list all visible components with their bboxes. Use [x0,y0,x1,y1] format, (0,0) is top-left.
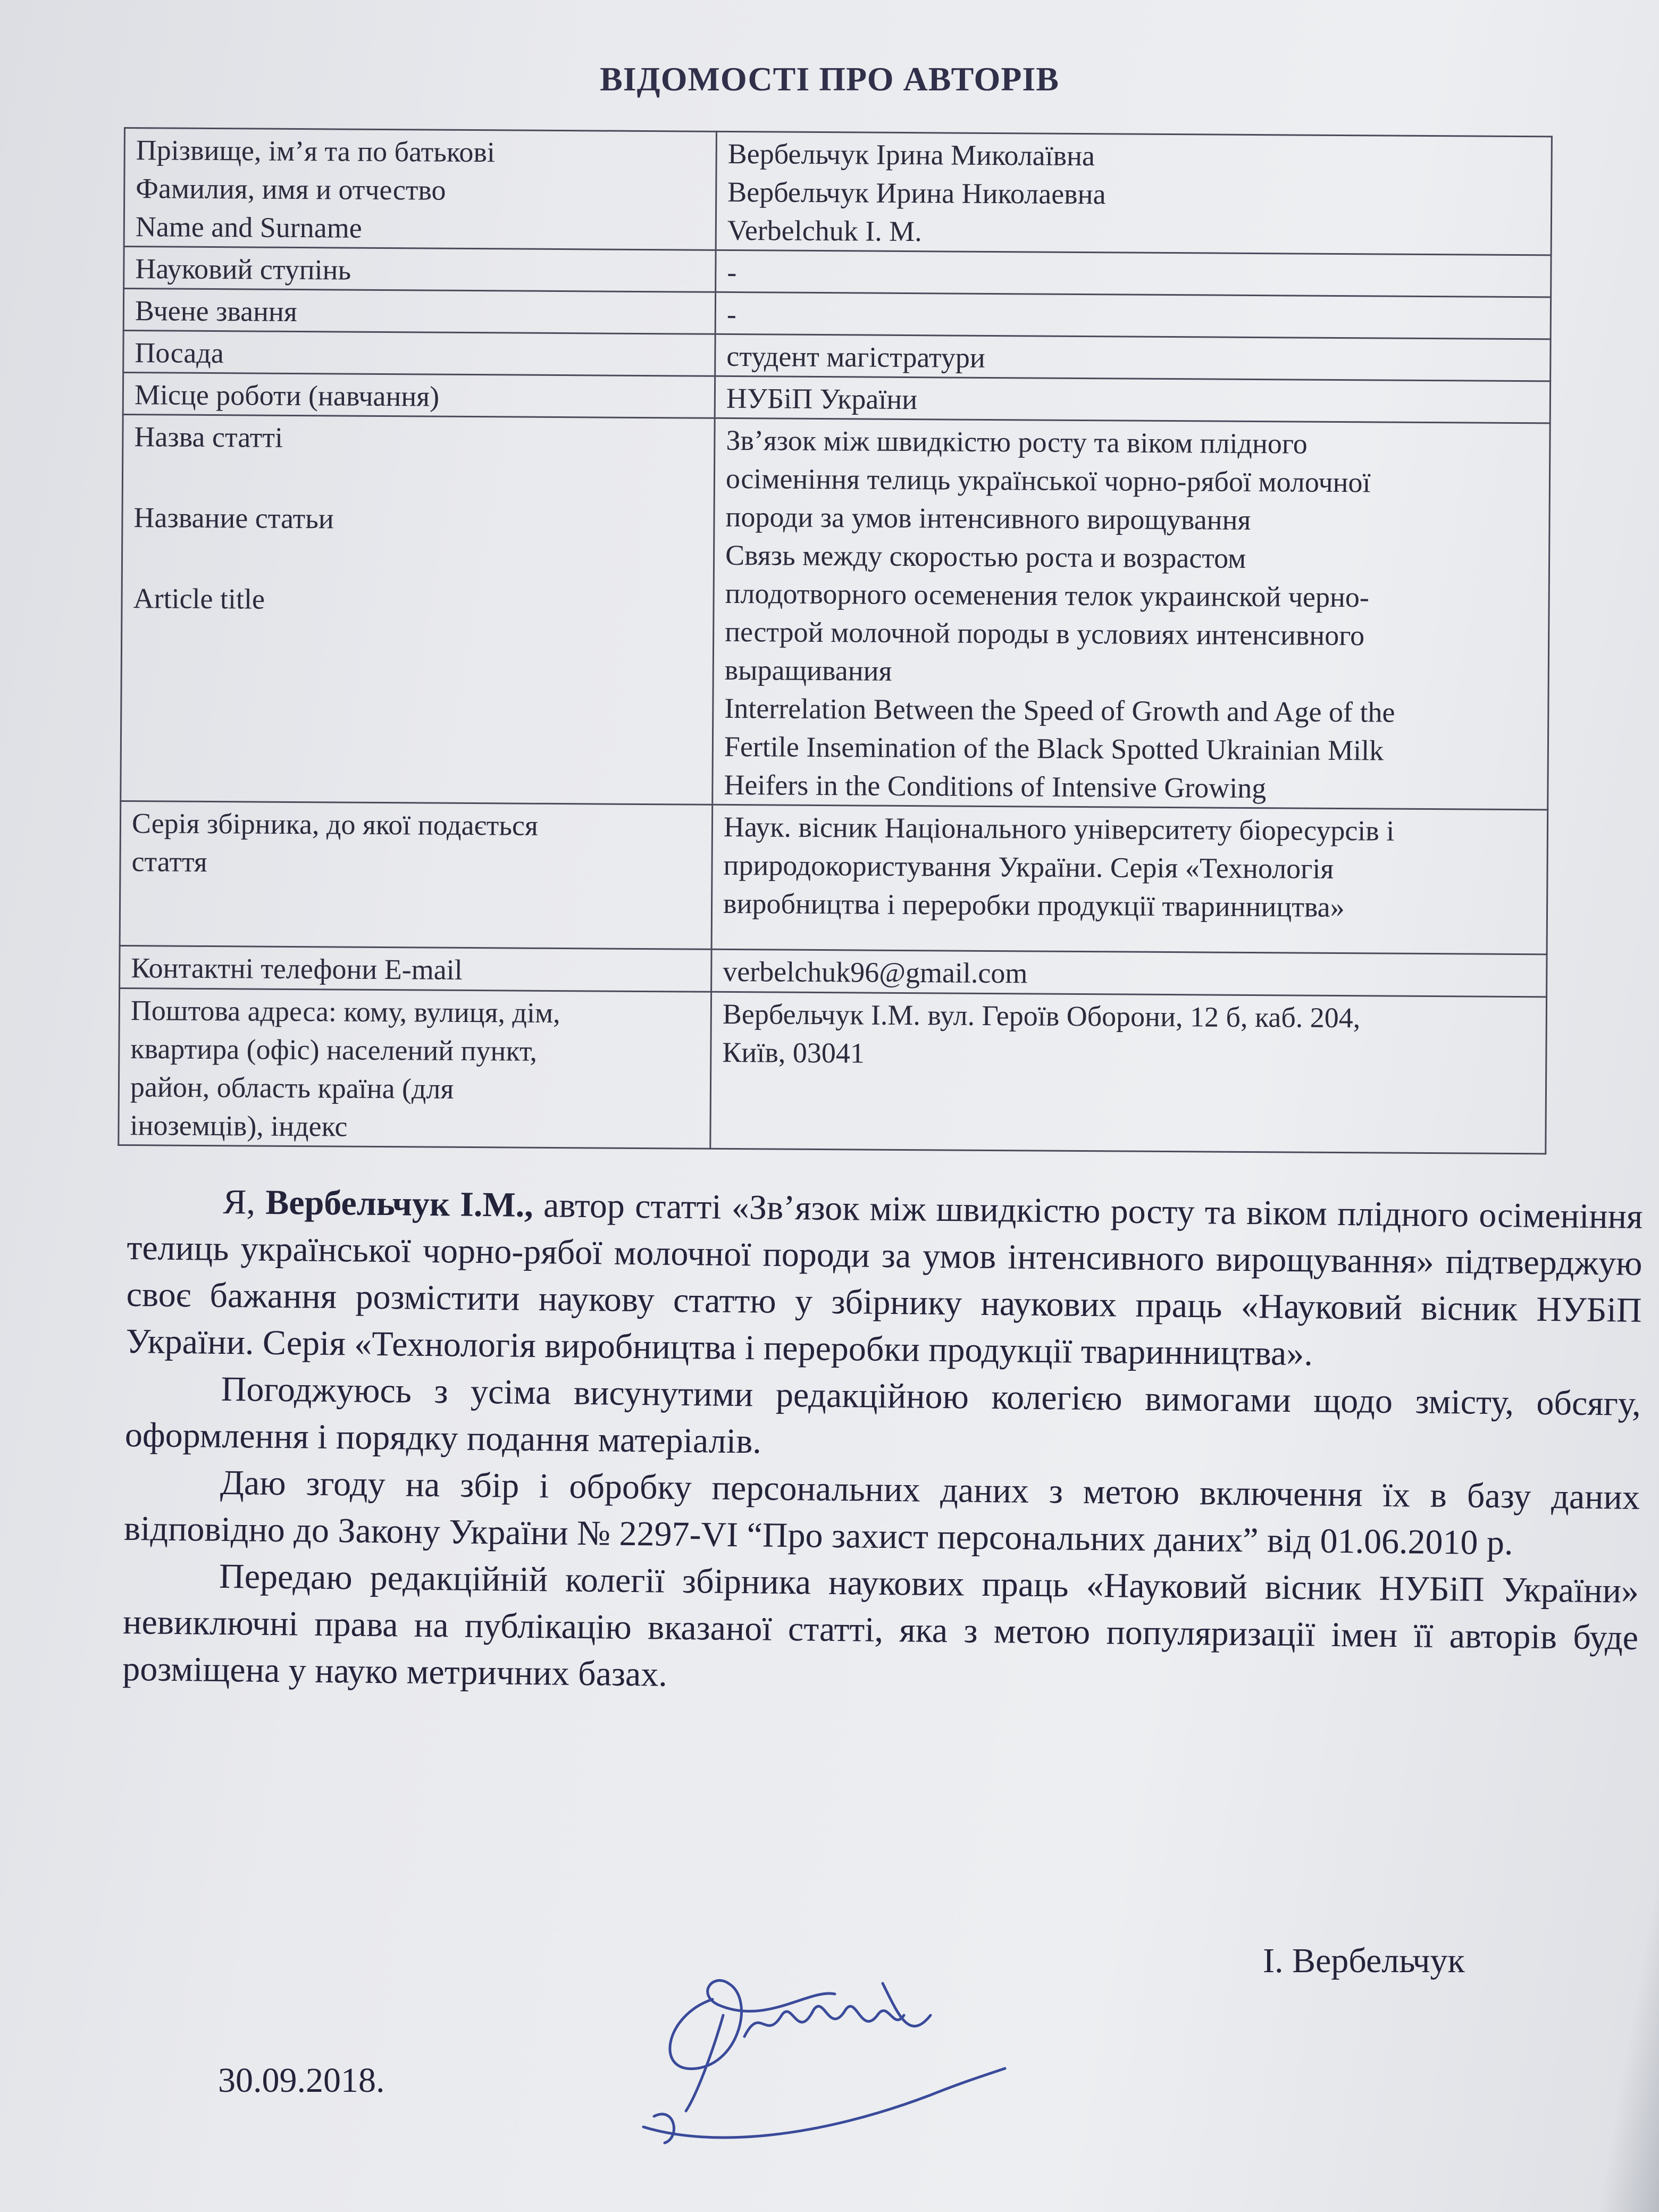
handwritten-signature [633,1936,1016,2159]
author-name: Вербельчук І.М., [265,1183,534,1225]
label-cell [119,988,711,1149]
label-text: Прізвище, ім’я та по батькові [136,134,496,169]
value-text: Interrelation Between the Speed of Growth and Age of the [724,692,1395,728]
value-text: Вербельчук І.М. вул. Героїв Оборони, 12 б, каб. 204, [722,998,1361,1034]
value-text: природокористування України. Серія «Технологія [723,849,1334,885]
value-text: осіменіння телиць української чорно-рябої молочної [725,462,1371,499]
table-row [119,988,1547,1153]
label-cell: Контактні телефони E-mail [120,945,711,992]
value-text: Наук. вісник Національного університету біоресурсів і [723,810,1395,847]
value-cell: - [715,292,1551,339]
label-cell: Місце роботи (навчання) [123,373,715,418]
signatory-name: І. Вербельчук [1263,1941,1465,1980]
value-text: выращивания [724,653,892,687]
paragraph-text: Я, [223,1182,266,1222]
table-row [121,414,1550,809]
declaration-text [122,1178,1643,1708]
label-text: квартира (офіс) населений пункт, [130,1033,538,1067]
declaration-paragraph [125,1178,1643,1381]
value-cell [710,992,1547,1154]
value-cell [716,131,1552,255]
signature-stroke [643,2068,1005,2138]
value-cell [711,805,1548,954]
value-text: породи за умов інтенсивного вирощування [725,500,1251,536]
declaration-paragraph: Погоджуюсь з усіма висунутими редакційною колегією вимогами щодо змісту, обсягу, оформлення і порядку подання матеріалів. [124,1369,1641,1461]
value-text: Verbelchuk I. M. [727,214,922,248]
label-text: Name and Surname [135,211,362,244]
value-text: Fertile Insemination of the Black Spotted Ukrainian Milk [724,730,1384,767]
label-cell: Науковий ступінь [124,247,716,292]
declaration-paragraph: Передаю редакційній колегії збірника наукових праць «Науковий вісник НУБіП України» невиключні права на публікацію вказаної статті, яка з метою популяризації імен її авторів буде розміщена у науко метричних базах. [122,1556,1639,1694]
label-text: Article title [133,582,265,615]
signature-stroke [883,1983,931,2026]
label-text: Название статьи [133,501,334,535]
value-text: Heifers in the Conditions of Intensive Growing [724,768,1267,805]
table-row [124,128,1552,255]
value-text: плодотворного осеменения телок украинской черно- [725,577,1370,614]
value-text: Связь между скоростью роста и возрастом [725,539,1246,574]
value-cell: студент магістратури [715,334,1551,381]
authors-table [118,127,1553,1154]
declaration-paragraph: Даю згоду на збір і обробку персональних даних з метою включення їх в базу даних відповідно до Закону України № 2297-VI “Про захист персональних даних” від 01.06.2010 р. [123,1463,1640,1563]
table-row [120,801,1548,954]
value-cell: - [716,250,1551,297]
label-text: стаття [131,845,207,878]
value-text: Вербельчук Ірина Миколаївна [727,137,1095,172]
signature-stroke [744,2006,904,2037]
label-cell [121,414,715,805]
label-text: Назва статті [134,421,283,454]
label-text: іноземців), індекс [130,1109,348,1143]
label-text: район, область країна (для [130,1071,454,1105]
document-date: 30.09.2018. [218,2061,385,2100]
label-text: Серія збірника, до якої подається [131,807,538,842]
label-cell [120,801,713,949]
label-cell [124,128,716,250]
label-cell: Вчене звання [123,289,715,334]
page-title: ВІДОМОСТІ ПРО АВТОРІВ [600,60,1059,98]
paragraph-text: автор статті «Зв’язок між швидкістю росту та віком плідного осіменіння телиць української чорно-рябої молочної породи за умов інтенсивного вирощування» підтверджую своє бажання розмістити наукову статтю у збірнику наукових праць «Науковий вісник НУБіП України. Серія «Технологія виробництва і переробки продукції тваринництва». [125,1185,1643,1373]
signature-stroke [654,2114,674,2143]
value-text: пестрой молочной породы в условиях интенсивного [725,615,1365,652]
value-text: Зв’язок між швидкістю росту та віком плідного [726,424,1308,460]
value-text: виробництва і переробки продукції тваринництва» [723,887,1345,924]
value-cell: verbelchuk96@gmail.com [711,949,1547,997]
value-cell [713,418,1550,810]
label-cell: Посада [123,331,715,376]
label-text: Фамилия, имя и отчество [136,172,446,206]
value-text: Вербельчук Ирина Николаевна [727,175,1106,211]
value-text: Київ, 03041 [722,1036,865,1069]
signature-stroke [686,2015,723,2111]
value-cell: НУБіП України [715,376,1550,423]
label-text: Поштова адреса: кому, вулиця, дім, [130,994,560,1029]
